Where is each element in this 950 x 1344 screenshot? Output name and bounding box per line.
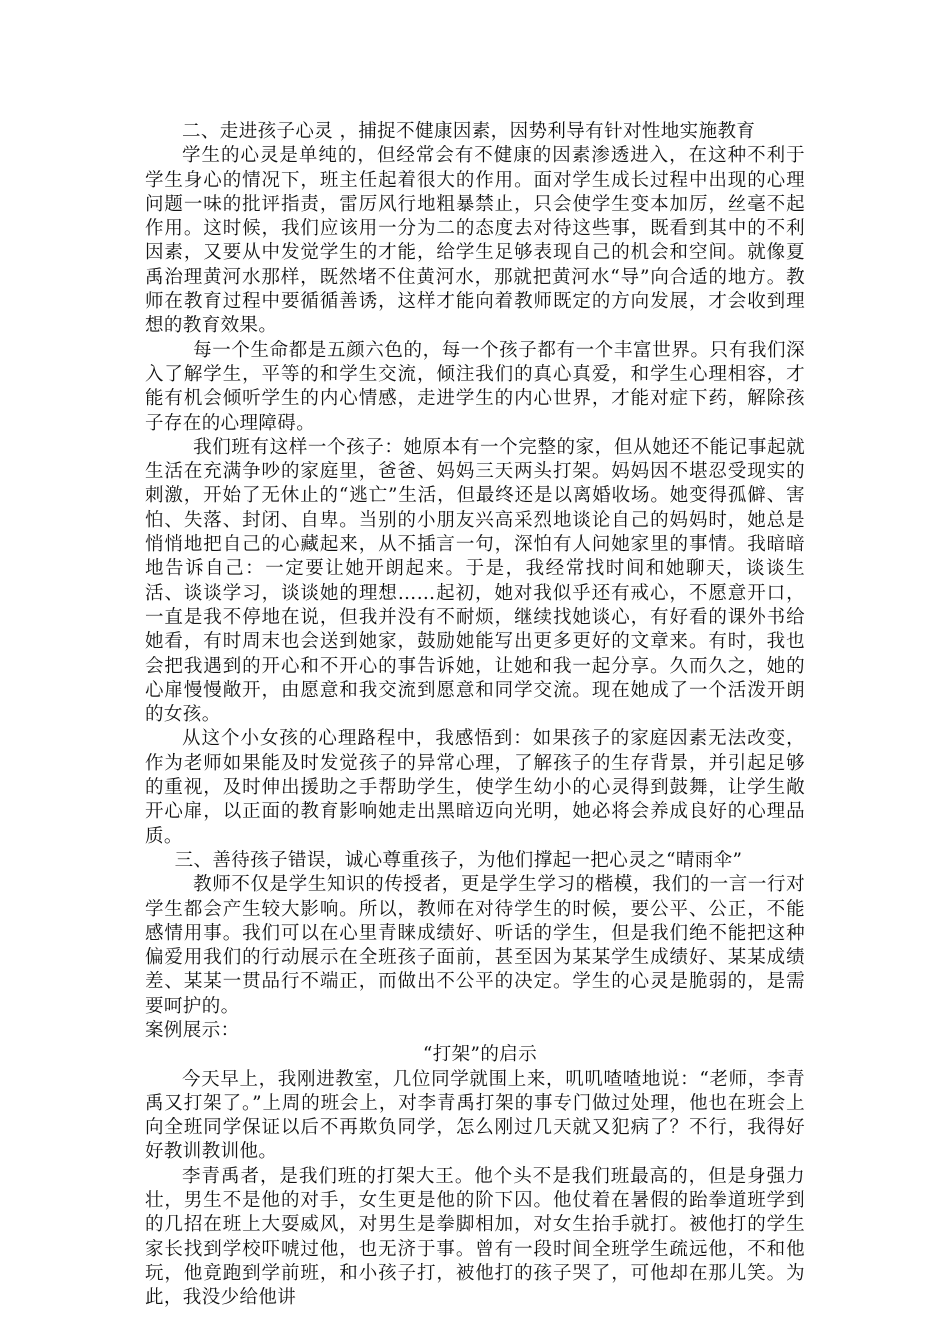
- paragraph-3: 我们班有这样一个孩子：她原本有一个完整的家，但从她还不能记事起就生活在充满争吵的家庭里，爸爸、妈妈三天两头打架。妈妈因不堪忍受现实的刺激，开始了无休止的“逃亡”生活，但最终还是以离婚收场。她变得孤僻、害怕、失落、封闭、自卑。当别的小朋友兴高采烈地谈论自己的妈妈时，她总是悄悄地把自己的心藏起来，从不插言一句，深怕有人问她家里的事情。我暗暗地告诉自己：一定要让她开朗起来。于是，我经常找时间和她聊天，谈谈生活、谈谈学习，谈谈她的理想……起初，她对我似乎还有戒心，不愿意开口，一直是我不停地在说，但我并没有不耐烦，继续找她谈心，有好看的课外书给她看，有时周末也会送到她家，鼓励她能写出更多更好的文章来。有时，我也会把我遇到的开心和不开心的事告诉她，让她和我一起分享。久而久之，她的心扉慢慢敞开，由愿意和我交流到愿意和同学交流。现在她成了一个活泼开朗的女孩。: [145, 436, 805, 726]
- paragraph-6: 今天早上，我刚进教室，几位同学就围上来，叽叽喳喳地说：“老师，李青禹又打架了。”上周的班会上，对李青禹打架的事专门做过处理，他也在班会上向全班同学保证以后不再欺负同学，怎么刚过几天就又犯病了？不行，我得好好教训教训他。: [145, 1068, 805, 1163]
- section-heading-2: 二、走进孩子心灵 ，捕捉不健康因素，因势利导有针对性地实施教育: [182, 121, 756, 142]
- case-label: 案例展示：: [145, 1019, 240, 1041]
- paragraph-4: 从这个小女孩的心理路程中，我感悟到：如果孩子的家庭因素无法改变，作为老师如果能及时发觉孩子的异常心理，了解孩子的生存背景，并引起足够的重视，及时伸出援助之手帮助学生，使学生幼小的心灵得到鼓舞，让学生敞开心扉，以正面的教育影响她走出黑暗迈向光明，她必将会养成良好的心理品质。: [145, 728, 805, 847]
- paragraph-1: 学生的心灵是单纯的，但经常会有不健康的因素渗透进入，在这种不利于学生身心的情况下，班主任起着很大的作用。面对学生成长过程中出现的心理问题一味的批评指责，雷厉风行地粗暴禁止，只会使学生变本加厉，丝毫不起作用。这时候，我们应该用一分为二的态度去对待这些事，既看到其中的不利因素，又要从中发觉学生的才能，给学生足够表现自己的机会和空间。就像夏禹治理黄河水那样，既然堵不住黄河水，那就把黄河水“导”向合适的地方。教师在教育过程中要循循善诱，这样才能向着教师既定的方向发展，才会收到理想的教育效果。: [145, 145, 805, 337]
- paragraph-2: 每一个生命都是五颜六色的，每一个孩子都有一个丰富世界。只有我们深入了解学生，平等的和学生交流，倾注我们的真心真爱，和学生心理相容，才能有机会倾听学生的内心情感，走进学生的内心世界，才能对症下药，解除孩子存在的心理障碍。: [145, 339, 805, 434]
- paragraph-7: 李青禹者，是我们班的打架大王。他个头不是我们班最高的，但是身强力壮，男生不是他的对手，女生更是他的阶下囚。他仗着在暑假的跆拳道班学到的几招在班上大耍威风，对男生是拳脚相加，对女生抬手就打。被他打的学生家长找到学校吓唬过他，也无济于事。曾有一段时间全班学生疏远他，不和他玩，他竟跑到学前班，和小孩子打，被他打的孩子哭了，可他却在那儿笑。为此，我没少给他讲: [145, 1165, 805, 1309]
- case-title: “打架”的启示: [422, 1044, 538, 1066]
- paragraph-5: 教师不仅是学生知识的传授者，更是学生学习的楷模，我们的一言一行对学生都会产生较大影响。所以，教师在对待学生的时候，要公平、公正，不能感情用事。我们可以在心里青睐成绩好、听话的学生，但是我们绝不能把这种偏爱用我们的行动展示在全班孩子面前，甚至因为某某学生成绩好、某某成绩差、某某一贯品行不端正，而做出不公平的决定。学生的心灵是脆弱的，是需要呵护的。: [145, 874, 805, 1017]
- section-heading-3: 三、善待孩子错误，诚心尊重孩子，为他们撑起一把心灵之“晴雨伞”: [174, 849, 743, 871]
- document-page: [145, 120, 805, 1311]
